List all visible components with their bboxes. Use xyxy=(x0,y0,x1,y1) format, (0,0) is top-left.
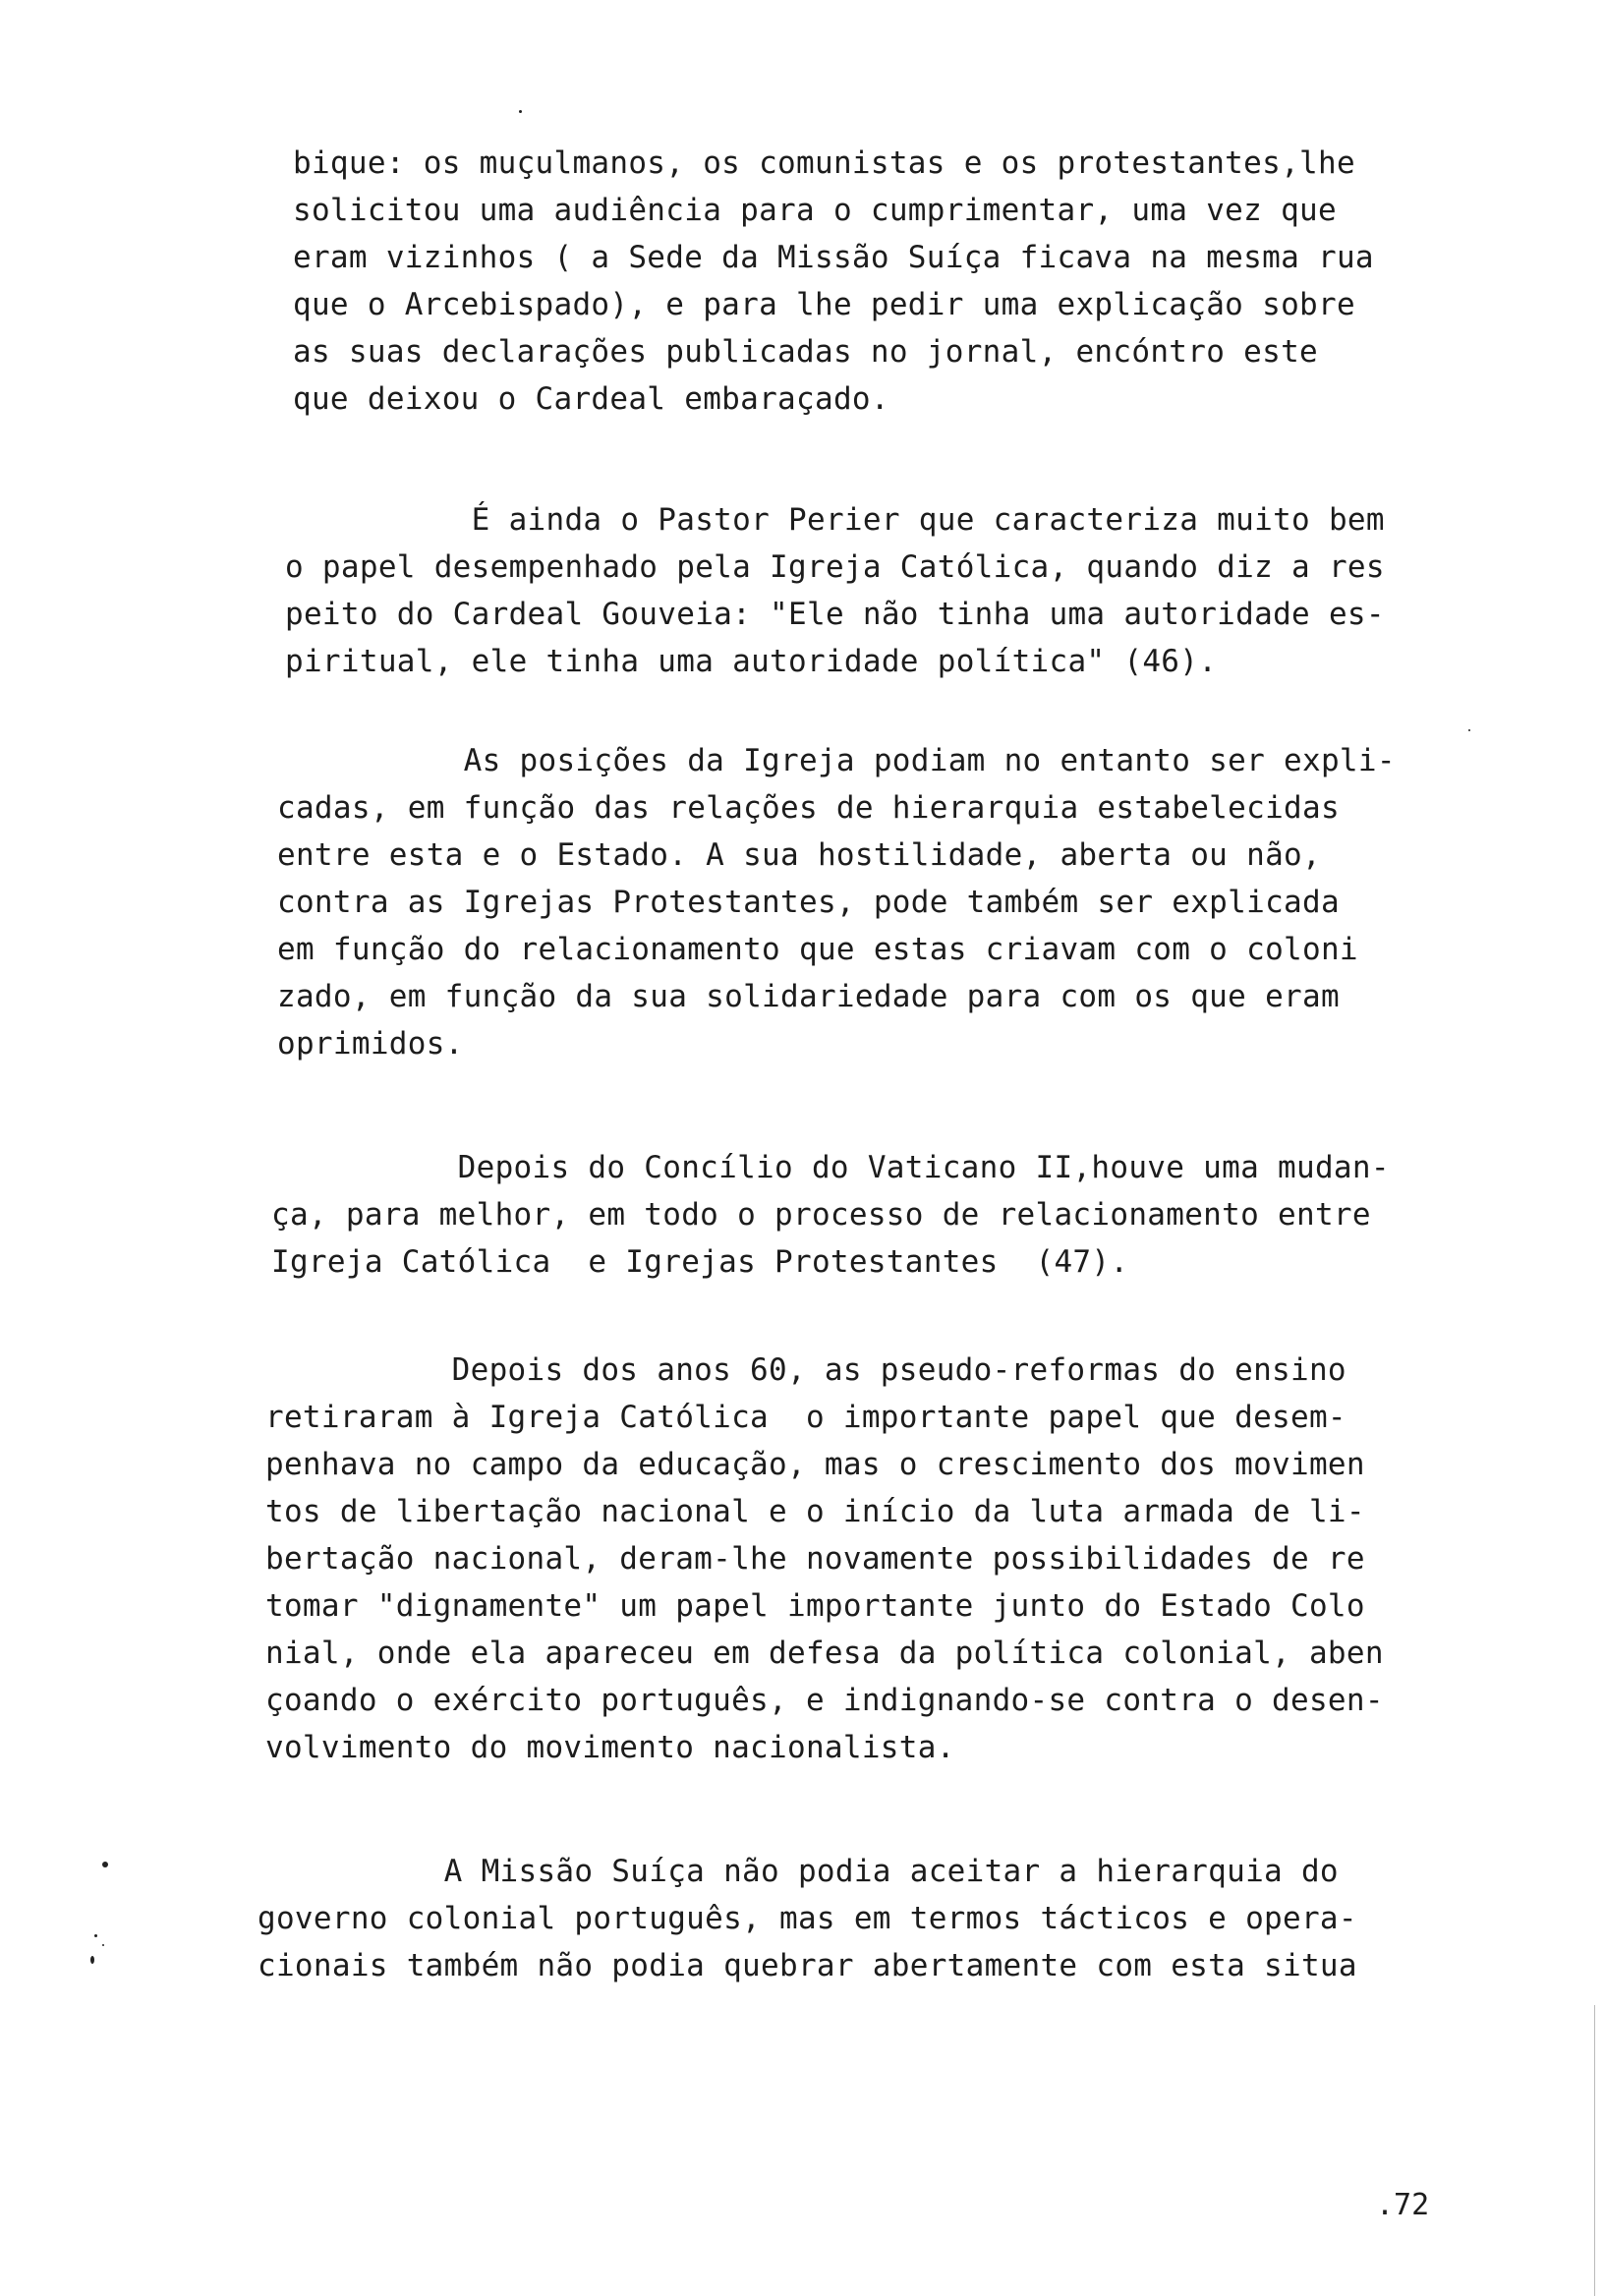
text-line: bique: os muçulmanos, os comunistas e os protestantes,lhe xyxy=(293,145,1355,181)
page-number: .72 xyxy=(1376,2188,1430,2222)
scan-speck xyxy=(94,1934,97,1937)
text-line: eram vizinhos ( a Sede da Missão Suíça ficava na mesma rua xyxy=(293,240,1374,275)
text-line: oprimidos. xyxy=(277,1026,464,1062)
scan-speck xyxy=(519,110,522,113)
text-line: contra as Igrejas Protestantes, pode também ser explicada xyxy=(277,885,1340,920)
text-line: as suas declarações publicadas no jornal, encóntro este xyxy=(293,334,1318,370)
scan-edge-line xyxy=(1594,2005,1595,2296)
text-line: em função do relacionamento que estas criavam com o coloni xyxy=(277,932,1358,967)
scan-speck xyxy=(90,1956,94,1964)
paragraph-6 xyxy=(258,1848,1357,1989)
paragraph-2 xyxy=(285,496,1385,685)
text-line: entre esta e o Estado. A sua hostilidade, aberta ou não, xyxy=(277,837,1321,873)
text-line: tomar "dignamente" um papel importante junto do Estado Colo xyxy=(265,1588,1365,1624)
paragraph-5 xyxy=(265,1347,1384,1771)
text-line: çoando o exército português, e indignando-se contra o desen- xyxy=(265,1683,1384,1718)
text-line: ça, para melhor, em todo o processo de relacionamento entre xyxy=(271,1197,1371,1233)
text-line: bertação nacional, deram-lhe novamente possibilidades de re xyxy=(265,1541,1365,1577)
text-line: As posições da Igreja podiam no entanto ser expli- xyxy=(277,743,1396,778)
paragraph-3 xyxy=(277,737,1396,1067)
text-line: Igreja Católica e Igrejas Protestantes (47). xyxy=(271,1244,1129,1280)
paragraph-1 xyxy=(293,140,1374,423)
text-line: peito do Cardeal Gouveia: "Ele não tinha uma autoridade es- xyxy=(285,597,1385,632)
text-line: que o Arcebispado), e para lhe pedir uma explicação sobre xyxy=(293,287,1355,322)
text-line: cadas, em função das relações de hierarquia estabelecidas xyxy=(277,790,1340,826)
text-line: retiraram à Igreja Católica o importante papel que desem- xyxy=(265,1400,1346,1435)
text-line: que deixou o Cardeal embaraçado. xyxy=(293,381,889,417)
text-line: solicitou uma audiência para o cumprimentar, uma vez que xyxy=(293,193,1337,228)
text-line: penhava no campo da educação, mas o crescimento dos movimen xyxy=(265,1447,1365,1482)
text-line: governo colonial português, mas em termos tácticos e opera- xyxy=(258,1901,1357,1936)
text-line: o papel desempenhado pela Igreja Católica, quando diz a res xyxy=(285,549,1385,585)
paragraph-4 xyxy=(271,1144,1390,1286)
scan-speck xyxy=(102,1944,104,1946)
text-line: Depois dos anos 60, as pseudo-reformas do ensino xyxy=(265,1352,1346,1388)
scan-speck xyxy=(1468,729,1470,731)
text-line: É ainda o Pastor Perier que caracteriza muito bem xyxy=(285,502,1385,538)
text-line: volvimento do movimento nacionalista. xyxy=(265,1730,955,1765)
text-line: tos de libertação nacional e o início da luta armada de li- xyxy=(265,1494,1365,1529)
text-line: cionais também não podia quebrar abertamente com esta situa xyxy=(258,1948,1357,1983)
scan-speck xyxy=(102,1862,108,1867)
text-line: Depois do Concílio do Vaticano II,houve uma mudan- xyxy=(271,1150,1390,1185)
text-line: piritual, ele tinha uma autoridade política" (46). xyxy=(285,644,1218,679)
text-line: A Missão Suíça não podia aceitar a hierarquia do xyxy=(258,1854,1339,1889)
text-line: zado, em função da sua solidariedade para com os que eram xyxy=(277,979,1340,1014)
text-line: nial, onde ela apareceu em defesa da política colonial, aben xyxy=(265,1636,1384,1671)
